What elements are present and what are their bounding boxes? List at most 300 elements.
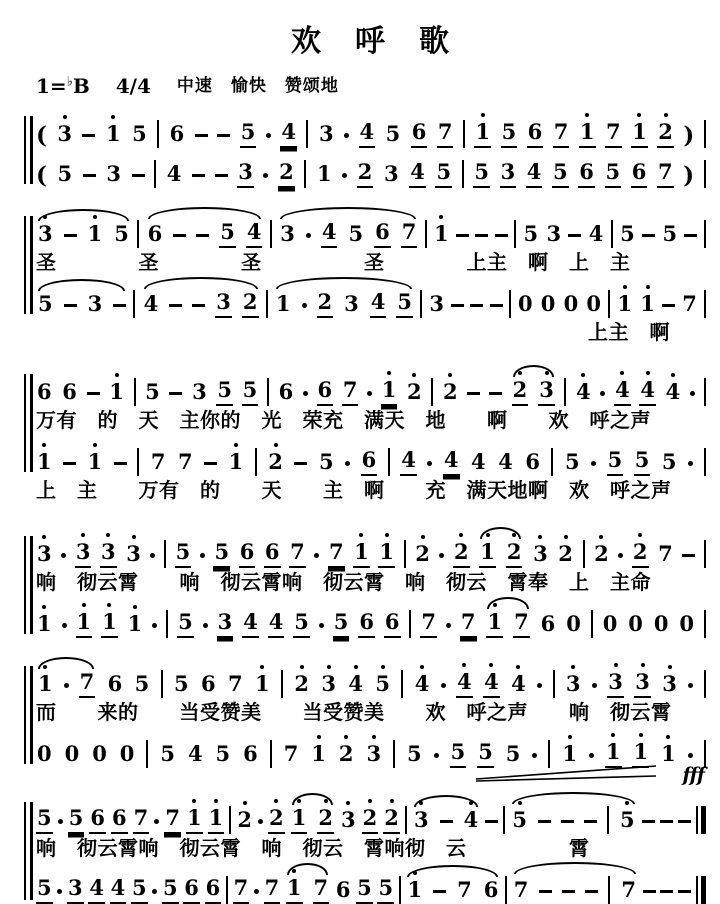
note: 6: [239, 541, 256, 568]
note: 5: [552, 161, 569, 188]
note: 7: [228, 671, 243, 696]
note: 0: [37, 741, 52, 766]
octave-dot: [42, 443, 46, 447]
note: 6: [183, 877, 200, 904]
crescendo-hairpin-icon: [470, 764, 660, 784]
note: 7: [313, 877, 330, 904]
lyrics-row-s2-voice2: 上 主 万有 的 天 主 啊 充 满天地啊 欢 呼之声: [36, 480, 672, 502]
octave-dot: [317, 735, 321, 739]
note: 1: [474, 121, 491, 148]
note: 2: [268, 807, 285, 834]
augmentation-dot: [61, 553, 66, 558]
duration-dash: [82, 134, 95, 137]
augmentation-dot: [302, 303, 307, 308]
octave-dot: [81, 533, 85, 537]
notes-row-s2-voice1: [36, 366, 706, 406]
duration-dash: [678, 890, 691, 893]
barline: [608, 290, 610, 318]
octave-dot: [545, 371, 549, 375]
octave-dot: [614, 663, 618, 667]
barline: [267, 378, 269, 406]
note: 3: [546, 221, 562, 246]
note: 4: [665, 381, 682, 406]
note: 7: [513, 611, 530, 638]
barline: [399, 876, 401, 904]
barline: [425, 220, 427, 248]
octave-dot: [111, 115, 115, 119]
note: 1: [486, 611, 503, 638]
note: 7: [420, 611, 437, 638]
octave-dot: [115, 373, 119, 377]
barline: [608, 876, 610, 904]
note: 0: [586, 291, 601, 316]
barline: [164, 540, 166, 568]
note: 3: [67, 877, 84, 904]
note: 1: [631, 121, 648, 148]
octave-dot: [133, 605, 137, 609]
note: 5: [356, 877, 373, 904]
note: 2: [267, 451, 284, 476]
duration-dash: [643, 890, 656, 893]
augmentation-dot: [592, 683, 597, 688]
note: 4: [588, 221, 604, 246]
note: 1: [37, 673, 54, 698]
note: 3: [106, 161, 121, 186]
note: 1: [254, 673, 271, 698]
octave-dot: [666, 735, 670, 739]
octave-dot: [564, 535, 568, 539]
note: 4: [498, 449, 513, 474]
note: 6: [374, 221, 391, 248]
key-signature: [36, 74, 90, 98]
duration-dash: [64, 304, 77, 307]
slur-group: [478, 541, 523, 568]
barline: [226, 876, 228, 904]
octave-dot: [324, 799, 328, 803]
duration-dash: [192, 304, 205, 307]
octave-dot: [448, 373, 452, 377]
note: 1: [87, 451, 104, 476]
note: 1: [353, 541, 370, 568]
slur-group: [285, 877, 330, 904]
key-tempo-row: [36, 70, 706, 98]
note: 4: [166, 161, 182, 186]
octave-dot: [274, 443, 278, 447]
note: 1: [87, 223, 104, 248]
octave-dot: [581, 373, 585, 377]
system-4: [36, 658, 706, 786]
slur-group: [36, 671, 96, 698]
octave-dot: [93, 443, 97, 447]
barline: [704, 670, 706, 698]
duration-dash: [539, 890, 552, 893]
note: 2: [242, 291, 259, 318]
duration-dash: [561, 820, 574, 823]
note: 3: [565, 673, 582, 698]
octave-dot: [585, 113, 589, 117]
duration-dash: [585, 890, 598, 893]
slur-group: [405, 879, 500, 904]
octave-dot: [42, 605, 46, 609]
note: 4: [456, 671, 473, 698]
note: 4: [242, 611, 259, 638]
open-paren: (: [36, 162, 47, 189]
notes-row-s5-voice1: [36, 794, 706, 834]
note: 4: [409, 161, 426, 188]
note: 3: [215, 291, 232, 318]
duration-dash: [660, 890, 673, 893]
note: 3: [237, 161, 254, 188]
duration-dash: [660, 820, 673, 823]
note: 4: [443, 449, 460, 476]
augmentation-dot: [446, 623, 451, 628]
note: 7: [513, 877, 529, 902]
augmentation-dot: [258, 819, 263, 824]
octave-dot: [671, 373, 675, 377]
note: 4: [639, 379, 656, 406]
augmentation-dot: [306, 233, 311, 238]
note: 1: [76, 611, 93, 638]
octave-dot: [354, 665, 358, 669]
note: 1: [108, 381, 125, 406]
duration-dash: [684, 234, 697, 237]
note: 5: [57, 161, 73, 186]
note: 5: [114, 221, 129, 246]
octave-dot: [420, 665, 424, 669]
notes-row-intro-voice2: [36, 148, 706, 188]
system-start-barline: [24, 802, 33, 900]
octave-dot: [387, 371, 391, 375]
barline: [270, 220, 272, 248]
barline: [704, 448, 706, 476]
octave-dot: [421, 535, 425, 539]
octave-dot: [292, 869, 296, 873]
note: 2: [338, 743, 355, 768]
note: 5: [36, 807, 53, 834]
note: 6: [317, 379, 334, 406]
note: 5: [607, 449, 624, 476]
open-paren: (: [36, 122, 47, 149]
note: 1: [127, 613, 144, 638]
note: 4: [400, 449, 417, 476]
note: 6: [540, 611, 556, 636]
note: 2: [362, 807, 379, 834]
note: 1: [316, 161, 332, 186]
note: 1: [639, 293, 656, 318]
note: 5: [219, 221, 236, 248]
octave-dot: [243, 801, 247, 805]
barline: [704, 160, 706, 188]
note: 1: [105, 123, 122, 148]
note: 3: [340, 809, 357, 834]
augmentation-dot: [254, 889, 259, 894]
augmentation-dot: [591, 461, 596, 466]
octave-dot: [571, 665, 575, 669]
augmentation-dot: [303, 391, 308, 396]
note: 2: [453, 541, 470, 568]
duration-dash: [217, 134, 230, 137]
note: 5: [177, 611, 194, 638]
augmentation-dot: [600, 391, 605, 396]
note: 3: [344, 291, 359, 316]
octave-dot: [646, 371, 650, 375]
octave-dot: [439, 215, 443, 219]
barline: [281, 670, 283, 698]
note: 6: [578, 161, 595, 188]
slur-group: [512, 876, 638, 904]
barline: [270, 740, 272, 768]
note: 1: [433, 223, 450, 248]
lyrics-row-s5-voice1: 响 彻云霄响 彻云霄 响 彻云 霄响彻 云 霄: [36, 838, 590, 860]
note: 7: [233, 877, 250, 904]
note: 1: [605, 741, 622, 768]
note: 5: [377, 877, 394, 904]
note: 5: [385, 121, 401, 146]
slur-group: [278, 221, 418, 248]
octave-dot: [664, 113, 668, 117]
note: 5: [501, 121, 518, 148]
duration-dash: [451, 304, 464, 307]
note: 6: [147, 221, 163, 246]
duration-dash: [132, 174, 145, 177]
duration-dash: [196, 234, 209, 237]
time-signature: 4/4: [115, 74, 151, 98]
note: 2: [236, 809, 253, 834]
note: 0: [566, 611, 581, 636]
note: 0: [119, 741, 135, 766]
note: 4: [268, 611, 285, 638]
barline: [134, 378, 136, 406]
tempo-markings: 中速 愉快 赞颂地: [176, 76, 339, 95]
note: 6: [361, 449, 378, 476]
note: 6: [384, 611, 401, 638]
system-start-barline: [24, 216, 33, 314]
note: 7: [177, 449, 193, 474]
octave-dot: [327, 665, 331, 669]
notes-row-s1-voice2: [36, 278, 706, 318]
system-intro: [36, 108, 706, 188]
note: 2: [317, 291, 334, 318]
note: 5: [175, 541, 192, 568]
note: 4: [187, 741, 203, 766]
octave-dot: [381, 665, 385, 669]
note: 7: [437, 121, 454, 148]
note: 7: [457, 877, 472, 902]
note: 4: [575, 381, 592, 406]
note: 4: [614, 379, 631, 406]
octave-dot: [493, 603, 497, 607]
duration-dash: [475, 234, 488, 237]
note: 2: [557, 543, 574, 568]
note: 0: [679, 611, 694, 636]
notes-row-s4-voice1: [36, 658, 706, 698]
octave-dot: [462, 663, 466, 667]
slur-group: [274, 291, 414, 318]
lyrics-row-s3-voice1: 响 彻云霄 响 彻云霄响 彻云霄 响 彻云 霄奉 上 主命: [36, 572, 651, 594]
note: 1: [632, 741, 649, 768]
lyrics-row-s1-voice2: 上主 啊: [588, 322, 670, 344]
augmentation-dot: [688, 461, 693, 466]
slur-group: [290, 807, 335, 834]
augmentation-dot: [64, 683, 69, 688]
octave-dot: [637, 113, 641, 117]
augmentation-dot: [439, 553, 444, 558]
note: 1: [579, 121, 596, 148]
augmentation-dot: [266, 133, 271, 138]
note: 3: [413, 809, 430, 834]
note: 7: [401, 221, 418, 248]
note: 3: [318, 121, 334, 146]
note: 5: [36, 877, 53, 904]
system-start-barline: [24, 374, 33, 472]
note: 7: [342, 379, 359, 406]
barline: [551, 448, 553, 476]
augmentation-dot: [152, 889, 157, 894]
barline: [404, 540, 406, 568]
note: 3: [320, 673, 337, 698]
barline: [166, 610, 168, 638]
duration-dash: [682, 554, 695, 557]
note: 7: [682, 291, 697, 316]
octave-dot: [93, 215, 97, 219]
duration-dash: [440, 820, 453, 823]
note: 3: [607, 671, 624, 698]
barline: [462, 160, 464, 188]
note: 7: [658, 541, 673, 566]
system-start-barline: [24, 666, 33, 764]
note: 0: [64, 741, 80, 766]
duration-dash: [215, 174, 228, 177]
slur-group: [146, 221, 264, 248]
note: 0: [540, 291, 556, 316]
note: 1: [275, 291, 291, 316]
system-2: [36, 366, 706, 506]
notes-row-s3-voice1: [36, 528, 706, 568]
barline: [229, 806, 231, 834]
augmentation-dot: [319, 623, 324, 628]
note: 6: [527, 121, 544, 148]
note: 2: [278, 161, 295, 188]
duration-dash: [173, 234, 186, 237]
duration-dash: [294, 462, 307, 465]
note: 5: [132, 121, 147, 146]
barline: [420, 290, 422, 318]
note: 7: [133, 807, 150, 834]
note: 2: [593, 543, 610, 568]
octave-dot: [599, 535, 603, 539]
barline: [157, 120, 159, 148]
augmentation-dot: [263, 173, 268, 178]
duration-dash: [87, 392, 100, 395]
slur-group: [412, 809, 480, 834]
octave-dot: [260, 665, 264, 669]
slur-group: [511, 379, 556, 406]
barline: [137, 448, 139, 476]
note: 4: [143, 291, 159, 316]
note: 5: [160, 741, 175, 766]
octave-dot: [623, 285, 627, 289]
barline: [564, 378, 566, 406]
octave-dot: [538, 535, 542, 539]
octave-dot: [43, 665, 47, 669]
octave-dot: [132, 535, 136, 539]
duration-dash: [192, 174, 205, 177]
note: 7: [328, 541, 345, 568]
octave-dot: [413, 871, 417, 875]
barline: [304, 160, 306, 188]
note: 1: [186, 807, 203, 834]
note: 5: [564, 449, 580, 474]
note: 3: [75, 541, 92, 568]
note: 3: [384, 161, 399, 186]
note: 3: [36, 543, 53, 568]
note: 3: [661, 673, 678, 698]
note: 5: [634, 449, 651, 476]
note: 3: [192, 379, 207, 404]
octave-dot: [346, 801, 350, 805]
note: 3: [634, 671, 651, 698]
octave-dot: [469, 801, 473, 805]
duration-dash: [470, 304, 483, 307]
augmentation-dot: [200, 553, 205, 558]
note: 3: [500, 161, 517, 188]
barline: [133, 290, 135, 318]
note: 3: [56, 123, 73, 148]
augmentation-dot: [427, 461, 432, 466]
barline: [503, 806, 505, 834]
note: 7: [460, 611, 477, 638]
duration-dash: [467, 392, 480, 395]
note: 2: [632, 541, 649, 568]
note: 1: [660, 743, 677, 768]
note: 0: [628, 611, 643, 636]
note: 5: [396, 291, 413, 318]
octave-dot: [419, 801, 423, 805]
barline: [553, 670, 555, 698]
duration-dash: [169, 392, 182, 395]
octave-dot: [620, 371, 624, 375]
duration-dash: [489, 392, 502, 395]
note: 5: [242, 379, 259, 406]
note: 5: [348, 221, 364, 246]
note: 2: [317, 807, 334, 834]
note: 4: [347, 673, 364, 698]
note: 3: [538, 379, 555, 406]
barline: [255, 448, 257, 476]
note: 5: [240, 121, 257, 148]
barline: [704, 540, 706, 568]
note: 5: [407, 741, 422, 766]
note: 5: [293, 611, 310, 638]
barline: [393, 740, 395, 768]
duration-dash: [204, 462, 217, 465]
octave-dot: [646, 285, 650, 289]
note: 7: [150, 449, 166, 474]
note: 7: [621, 877, 636, 902]
note: 5: [473, 161, 490, 188]
octave-dot: [274, 799, 278, 803]
duration-dash: [584, 820, 597, 823]
duration-dash: [642, 820, 655, 823]
octave-dot: [639, 733, 643, 737]
note: 2: [357, 161, 374, 188]
octave-dot: [390, 799, 394, 803]
note: 4: [280, 121, 297, 148]
note: 5: [131, 877, 148, 904]
augmentation-dot: [367, 391, 372, 396]
note: 1: [228, 451, 245, 476]
notes-row-s1-voice1: [36, 208, 706, 248]
